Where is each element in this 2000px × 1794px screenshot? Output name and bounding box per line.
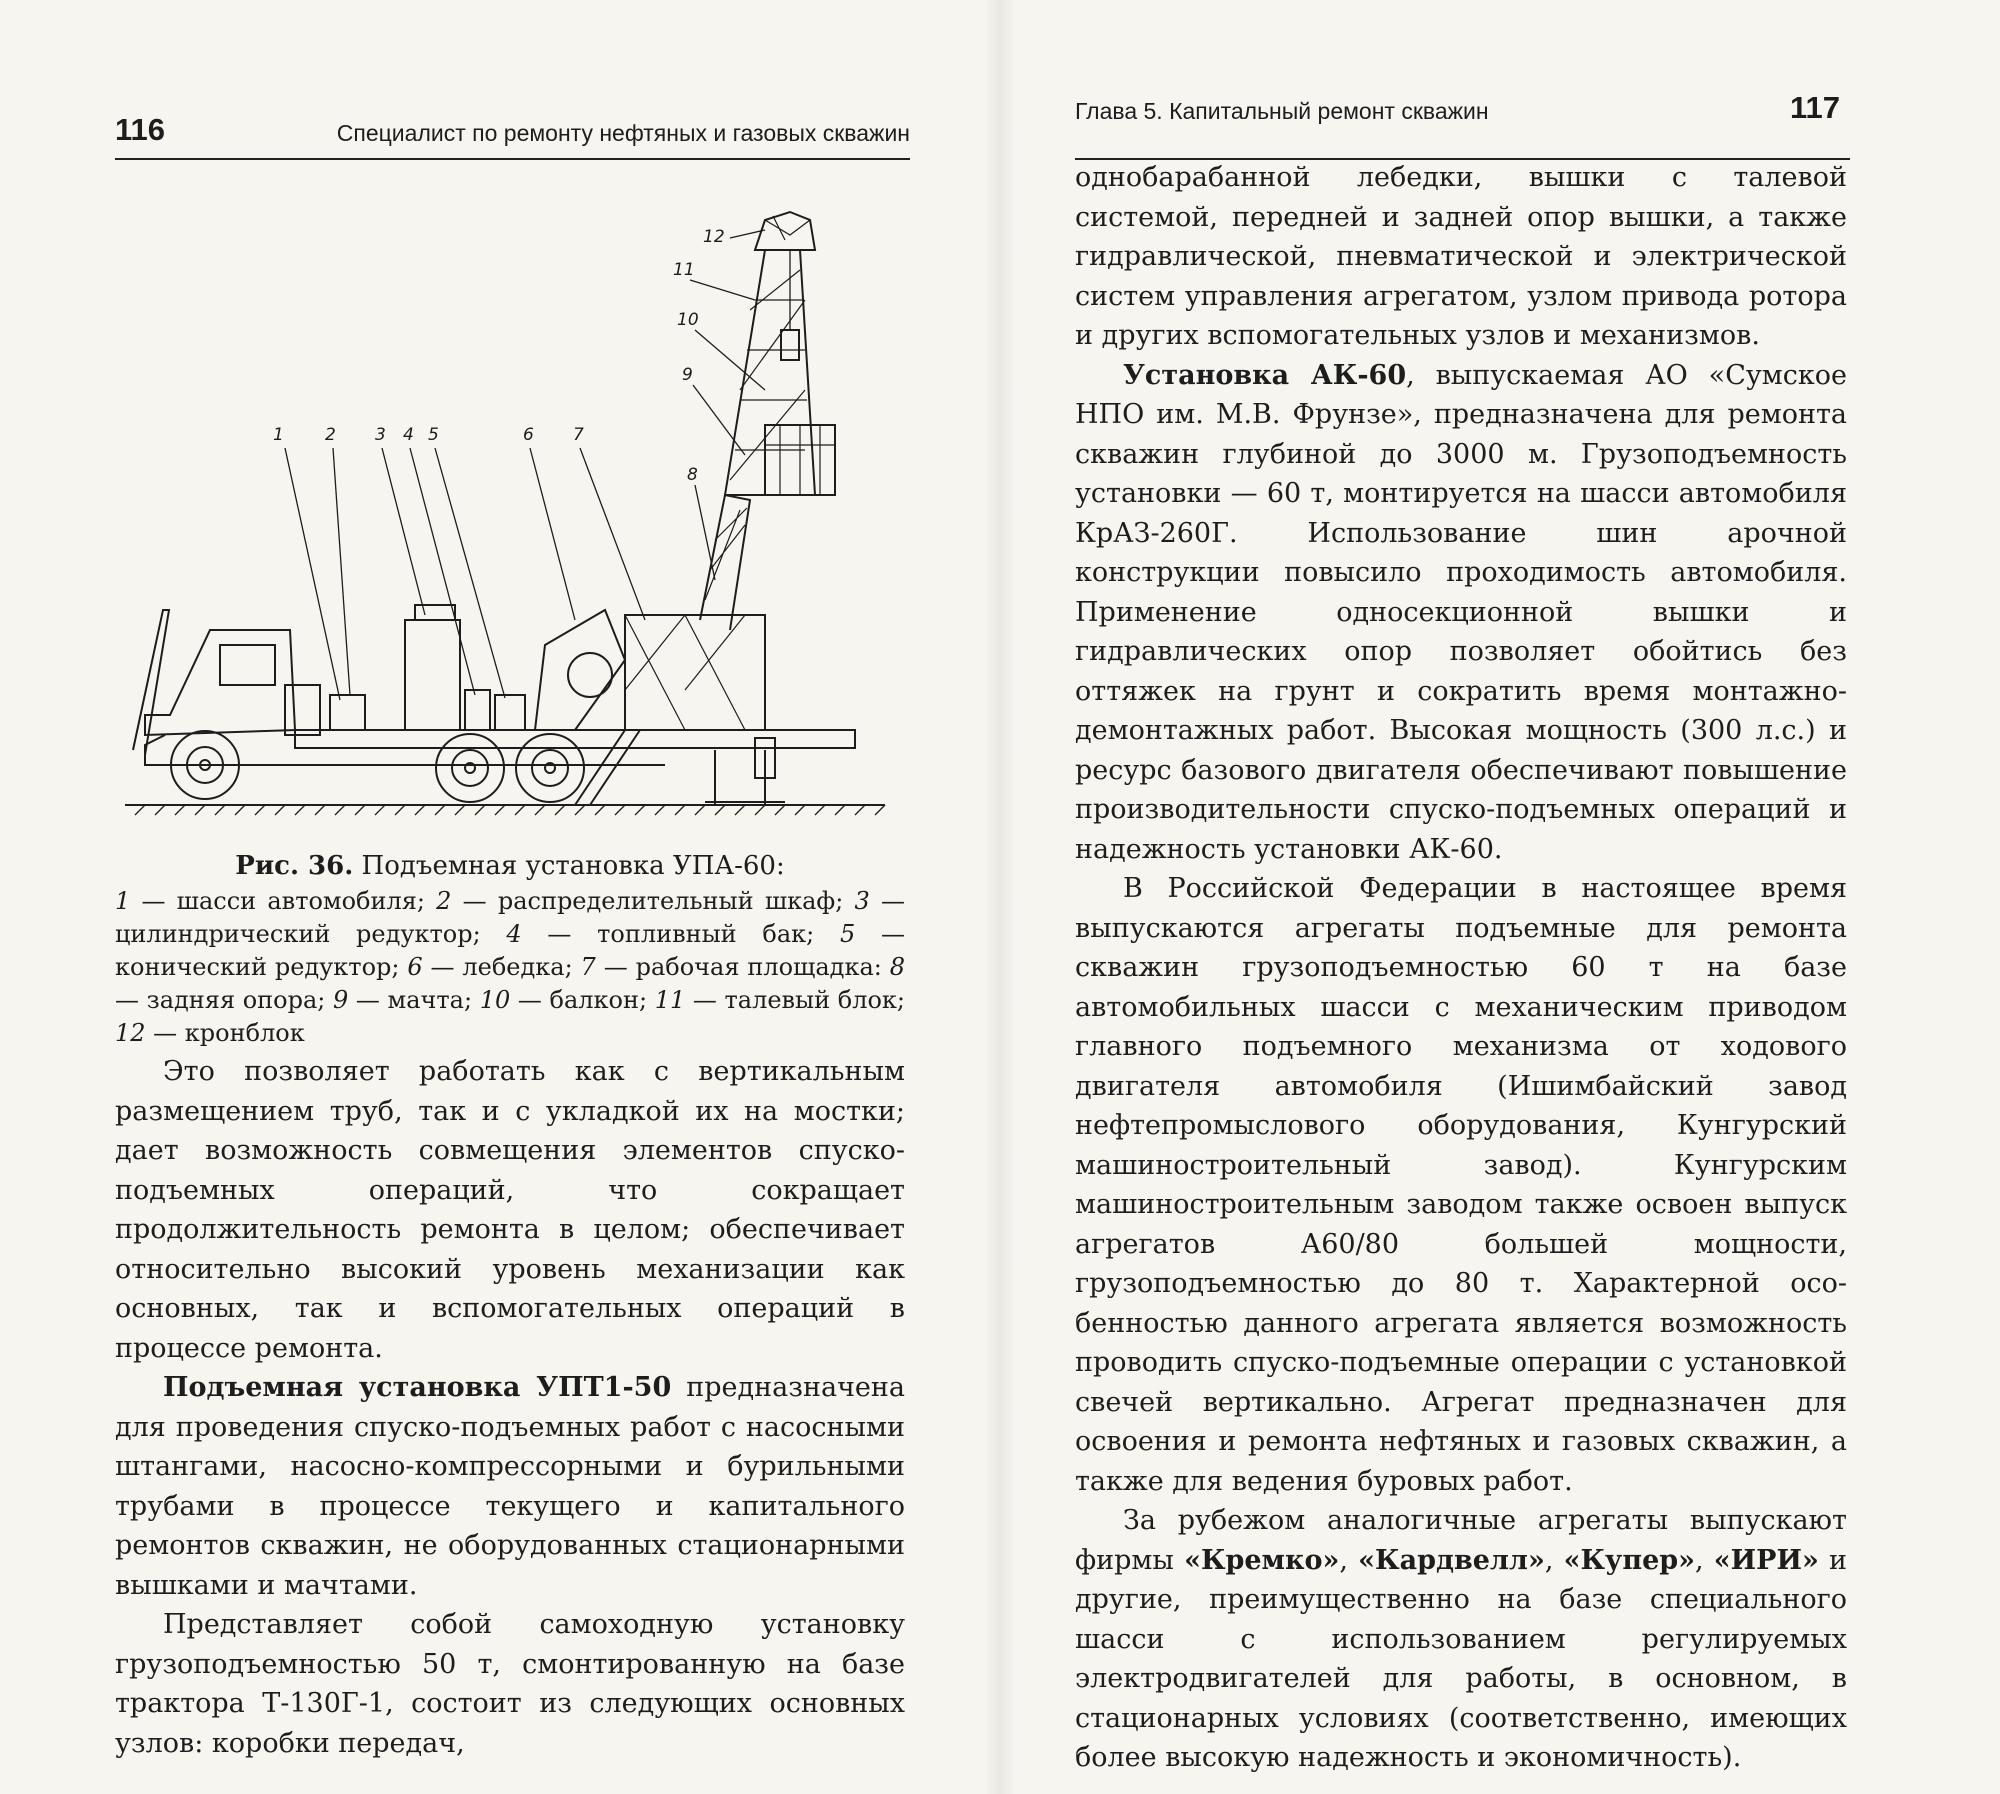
- figure-caption: [115, 850, 905, 1050]
- legend-text: — рабочая площадка:: [595, 953, 890, 981]
- front-bumper-frame: [133, 610, 169, 755]
- legend-text: — шасси автомобиля;: [130, 887, 437, 915]
- right-paragraph-3: В Российской Федерации в настоящее время выпускаются агрегаты подъемные для ремонта скважин грузоподъемностью 60 т на базе автомобильных шасси с механическим приводом главного подъемного механизма от ходового двигателя автомобиля (Ишимбайский завод нефтепромыслового оборудования, Кунгурский машиностроительный завод). Кунгурским машиностроительным заводом также освоен выпуск агрегатов А60/80 большей мощности, грузоподъемностью до 80 т. Характерной особенностью данного агрегата является возможность проводить спуско-подъемные операции с установкой свечей вертикально. Агрегат предназначен для освоения и ремонта нефтяных и газовых скважин, а также для ведения буровых работ.: [1075, 873, 1847, 1497]
- fig-label-4: 4: [403, 425, 414, 445]
- legend-text: — лебедка;: [422, 953, 581, 981]
- fig-label-9: 9: [682, 365, 693, 385]
- legend-text: — конический редуктор;: [115, 920, 905, 981]
- p4-sep: ,: [1339, 1544, 1359, 1576]
- p4-sep: ,: [1544, 1544, 1564, 1576]
- p4-sep: ,: [1695, 1544, 1714, 1576]
- legend-text: — задняя опора;: [115, 986, 333, 1014]
- right-page: [1000, 0, 2000, 1794]
- caption-title: [115, 850, 905, 883]
- fig-label-3: 3: [375, 425, 386, 445]
- p4-intro: За рубежом аналогичные агрегаты выпускают фирмы: [1075, 1505, 1847, 1576]
- engine-block: [285, 685, 320, 735]
- fig-label-7: 7: [573, 425, 584, 445]
- legend-num: 1: [115, 887, 131, 915]
- conical-gearbox: [495, 695, 525, 730]
- traveling-block: [781, 330, 799, 360]
- fuel-tank: [465, 690, 490, 730]
- cab-window: [220, 645, 275, 685]
- left-page-number: 116: [115, 112, 166, 147]
- rear-wheel-1: [436, 734, 504, 802]
- legend-num: 2: [436, 887, 452, 915]
- legend-num: 11: [654, 986, 686, 1014]
- legend-num: 10: [479, 986, 511, 1014]
- fig-label-8: 8: [687, 465, 698, 485]
- legend-num: 9: [333, 986, 349, 1014]
- legend-num: 12: [115, 1019, 146, 1047]
- fig-label-1: 1: [273, 425, 284, 445]
- fig-label-11: 11: [673, 260, 695, 280]
- mast-bracing: [730, 270, 805, 480]
- platform-bracing: [625, 615, 745, 730]
- legend-num: 3: [854, 887, 870, 915]
- legend-text: — талевый блок;: [685, 986, 906, 1014]
- company-iri: «ИРИ»: [1713, 1544, 1819, 1576]
- left-running-head: [115, 84, 910, 160]
- left-paragraph-2-text: предназначена для проведения спуско-подъемных работ с насосными штангами, насосно-компрессорными и бурильными трубами в процессе текущего и капитального ремонтов скважин, не оборудованных стационарными вышками и мачтами.: [115, 1372, 905, 1601]
- legend-num: 8: [889, 953, 905, 981]
- right-running-title: Глава 5. Капитальный ремонт скважин: [1075, 98, 1489, 124]
- balcony-railing: [765, 425, 835, 495]
- crown-block: [755, 212, 815, 250]
- fig-label-2: 2: [325, 425, 336, 445]
- fig-label-6: 6: [523, 425, 534, 445]
- figure-upa-60-diagram: [125, 190, 905, 830]
- legend-text: — мачта;: [348, 986, 480, 1014]
- legend-num: 6: [407, 953, 423, 981]
- distribution-cabinet: [330, 695, 365, 730]
- caption-prefix: Рис. 36.: [235, 851, 354, 881]
- upt1-50-heading: Подъемная установка УПТ1-50: [163, 1372, 672, 1403]
- left-running-title: Специалист по ремонту нефтяных и газовых скважин: [336, 120, 910, 146]
- legend-text: — топливный бак;: [521, 920, 840, 948]
- platform-ladder: [575, 730, 625, 805]
- company-kardwell: «Кардвелл»: [1358, 1544, 1545, 1576]
- fig-label-12: 12: [703, 227, 725, 247]
- gearbox-top: [415, 605, 455, 620]
- right-paragraph-2-text: , выпускаемая АО «Сумское НПО им. М.В. Фрунзе», предназначена для ремонта скважин глубиной до 3000 м. Грузоподъемность установки — 60 т, монтируется на шасси автомобиля КрАЗ-260Г. Использование шин арочной конструкции повысило проходимость автомобиля. Применение односекционной вышки и гидравлических опор позволяет обойтись без оттяжек на грунт и сократить время монтажно-демонтажных работ. Высокая мощность (300 л.с.) и ресурс базового двигателя обеспечивают повышение производительности спуско-подъемных операций и надежность установки АК-60.: [1075, 359, 1847, 865]
- legend-num: 4: [506, 920, 522, 948]
- left-paragraph-1: Это позволяет работать как с вертикальным размещением труб, так и с укладкой их на мостки; дает возможность совмещения элементов спуско-подъемных операций, что сокращает продолжительность ремонта в целом; обеспечивает относительно высокий уровень механизации как основных, так и вспомогательных операций в процессе ремонта.: [115, 1056, 905, 1364]
- right-paragraph-4: [1075, 1501, 1847, 1778]
- right-paragraph-2: [1075, 356, 1847, 870]
- legend-text: — кронблок: [145, 1019, 305, 1047]
- p4-rest: и другие, преимущественно на базе специального шасси с использованием регулируемых электродвигателей для работы, в основном, в стационарных условиях (соответственно, имеющих более высокую надежность и экономичность).: [1075, 1544, 1848, 1773]
- ground-hatching: [135, 805, 885, 815]
- ak-60-heading: Установка АК-60: [1123, 359, 1407, 391]
- caption-legend: [115, 885, 905, 1050]
- caption-title-text: Подъемная установка УПА-60:: [353, 851, 785, 881]
- right-body-text: [1075, 158, 1847, 1778]
- right-paragraph-1: однобарабанной лебедки, вышки с талевой системой, передней и задней опор вышки, а также гидравлической, пневматической и электрической систем управления агрегатом, узлом привода ротора и других вспомогательных узлов и механизмов.: [1075, 162, 1847, 351]
- mast-lower-section: [700, 495, 750, 630]
- left-paragraph-3: Представляет собой самоходную установку грузоподъемностью 50 т, смонтированную на базе трактора Т-130Г-1, состоит из следующих основных узлов: коробки передач,: [115, 1609, 905, 1759]
- winch-drum: [568, 653, 612, 697]
- work-platform: [625, 615, 765, 730]
- left-paragraph-2: [115, 1368, 905, 1605]
- mast-rungs: [735, 300, 807, 450]
- company-cooper: «Купер»: [1563, 1544, 1696, 1576]
- platform-ladder-rail: [590, 730, 640, 805]
- legend-text: — балкон;: [510, 986, 655, 1014]
- cylindrical-gearbox: [405, 620, 460, 730]
- lifting-unit-drawing: [125, 190, 905, 830]
- right-running-head: [1075, 84, 1850, 160]
- legend-num: 7: [580, 953, 596, 981]
- legend-text: — цилиндрический редуктор;: [115, 887, 905, 948]
- cab-front-bumper: [145, 735, 185, 765]
- legend-text: — распределительный шкаф;: [451, 887, 855, 915]
- legend-num: 5: [839, 920, 856, 948]
- mast-upper-section: [725, 250, 815, 495]
- company-kremko: «Кремко»: [1184, 1544, 1340, 1576]
- crown-block-detail: [765, 216, 810, 240]
- fig-label-5: 5: [428, 425, 439, 445]
- left-body-text: [115, 1052, 905, 1763]
- fig-label-10: 10: [677, 310, 699, 330]
- rear-wheel-2: [516, 734, 584, 802]
- right-page-number: 117: [1789, 90, 1840, 125]
